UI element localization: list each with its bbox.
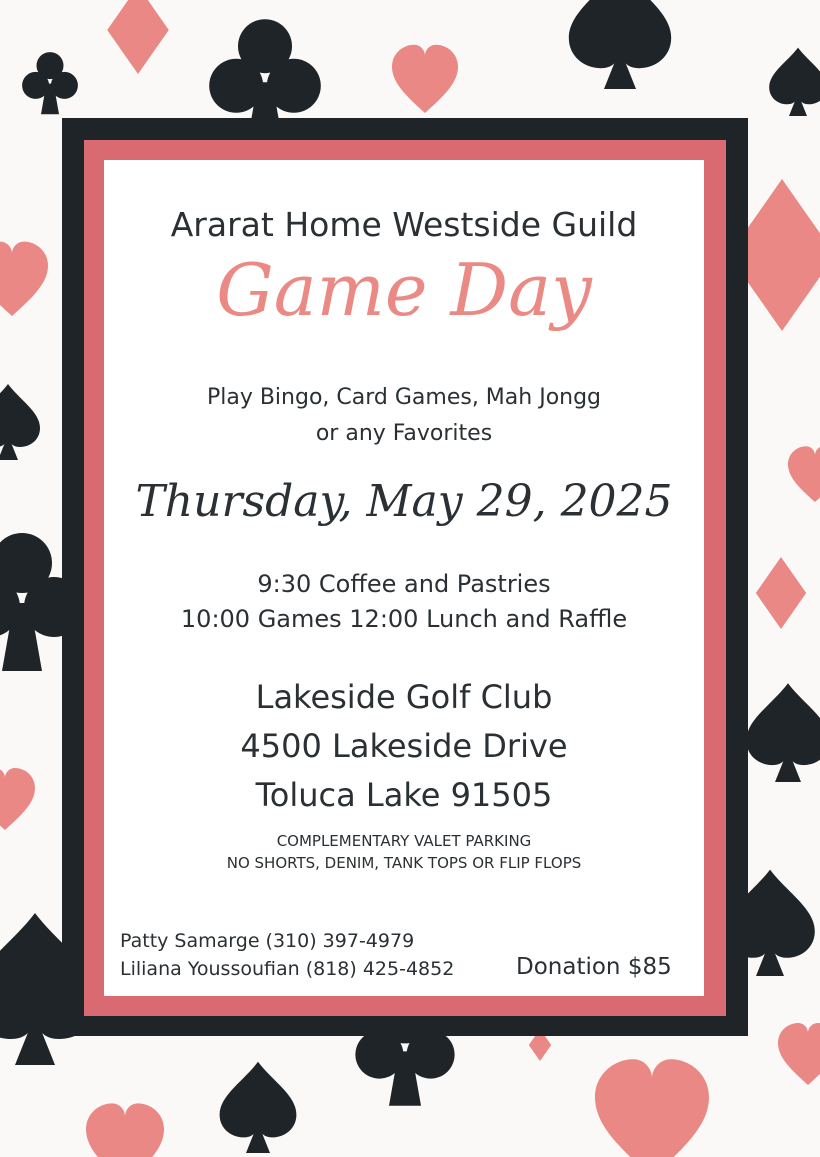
heart-icon bbox=[86, 1103, 164, 1157]
heart-icon bbox=[788, 446, 820, 502]
spade-icon bbox=[0, 384, 40, 460]
dress-code-note: NO SHORTS, DENIM, TANK TOPS OR FLIP FLOPS bbox=[226, 854, 582, 872]
contact-patty: Patty Samarge (310) 397-4979 bbox=[120, 930, 415, 952]
spade-icon bbox=[569, 0, 671, 89]
contact-liliana: Liliana Youssoufian (818) 425-4852 bbox=[120, 958, 455, 980]
heart-icon bbox=[595, 1059, 709, 1157]
schedule-line-1: 9:30 Coffee and Pastries bbox=[257, 570, 551, 598]
spade-icon bbox=[769, 48, 820, 116]
parking-note: COMPLEMENTARY VALET PARKING bbox=[276, 832, 532, 850]
organization-name: Ararat Home Westside Guild bbox=[170, 205, 638, 244]
event-title: Game Day bbox=[216, 248, 592, 332]
flyer-card bbox=[104, 160, 704, 996]
diamond-icon bbox=[756, 557, 806, 629]
diamond-icon bbox=[107, 0, 169, 74]
spade-icon bbox=[746, 683, 820, 782]
venue-city: Toluca Lake 91505 bbox=[255, 776, 553, 814]
heart-icon bbox=[0, 768, 35, 830]
club-icon bbox=[22, 52, 78, 114]
schedule-line-2: 10:00 Games 12:00 Lunch and Raffle bbox=[180, 605, 628, 633]
heart-icon bbox=[392, 45, 458, 113]
donation-amount: Donation $85 bbox=[516, 954, 672, 980]
heart-icon bbox=[0, 242, 48, 316]
activities-line-2: or any Favorites bbox=[315, 421, 493, 446]
event-date: Thursday, May 29, 2025 bbox=[135, 476, 673, 527]
heart-icon bbox=[778, 1023, 820, 1085]
venue-name: Lakeside Golf Club bbox=[255, 678, 553, 716]
activities-line-1: Play Bingo, Card Games, Mah Jongg bbox=[206, 385, 602, 410]
spade-icon bbox=[220, 1062, 297, 1153]
venue-street: 4500 Lakeside Drive bbox=[240, 727, 568, 765]
